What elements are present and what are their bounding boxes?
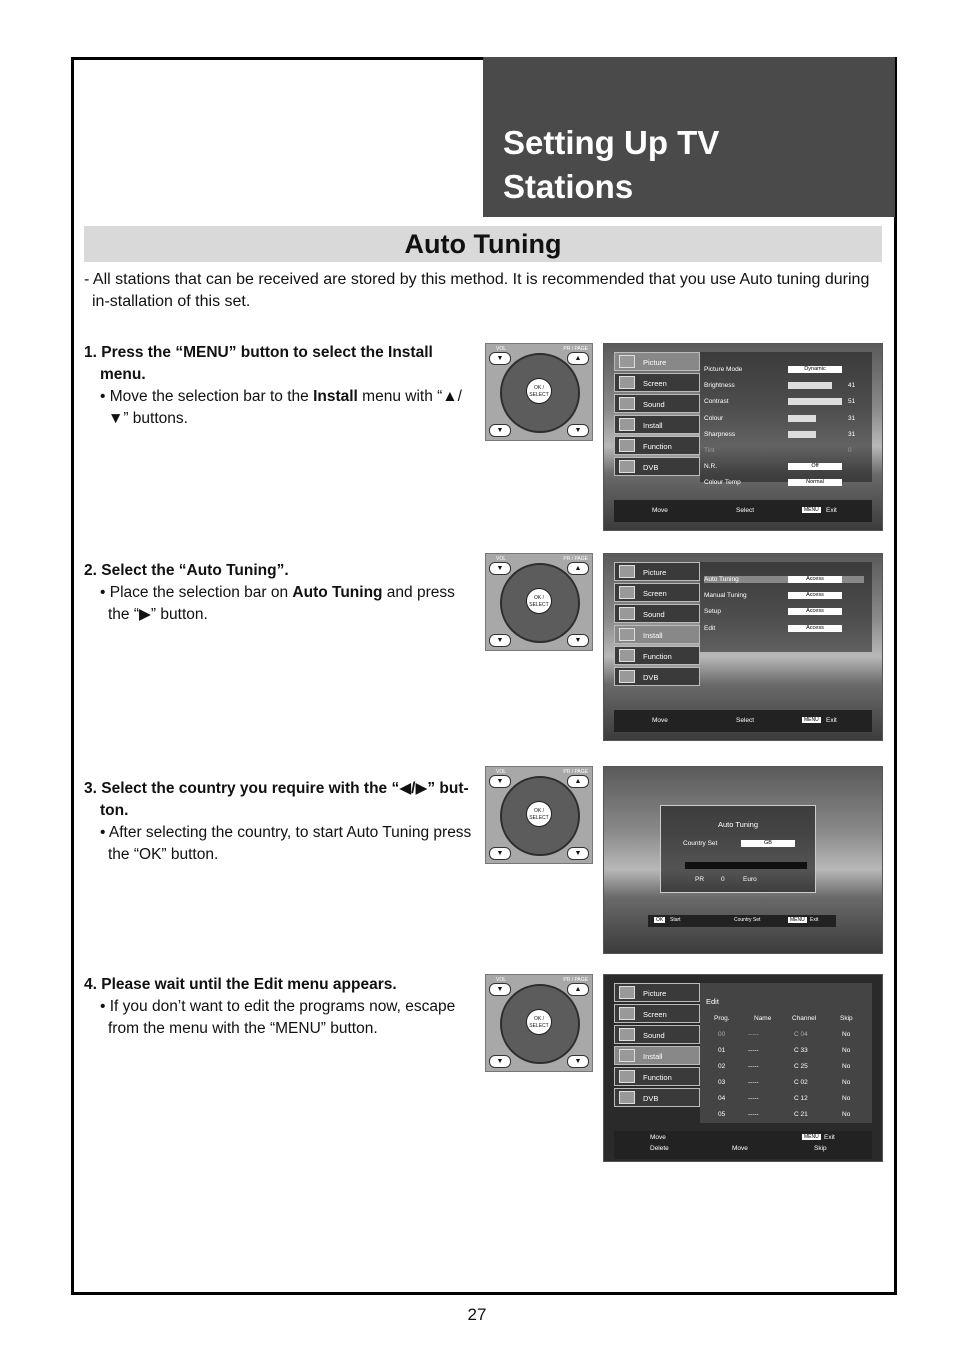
up-arrow-icon: ▲ <box>567 352 589 365</box>
remote-illustration: VOL PR / PAGE OK / SELECT ▼ ▼ ▼ ▲ <box>485 974 593 1072</box>
page-number: 27 <box>467 1305 487 1324</box>
menu-item-function: Function <box>614 1067 700 1086</box>
ok-select-button: OK / SELECT <box>526 1009 552 1035</box>
down-arrow-icon: ▼ <box>489 847 511 860</box>
tv-screen-install-menu <box>603 553 883 741</box>
ok-select-button: OK / SELECT <box>526 588 552 614</box>
screen-icon <box>619 1007 635 1020</box>
tv-footer: Move Select MENU Exit <box>614 710 872 732</box>
step-4 <box>84 974 480 1040</box>
tv-menu <box>614 562 700 688</box>
picture-icon <box>619 986 635 999</box>
sound-icon <box>619 1028 635 1041</box>
sound-icon <box>619 397 635 410</box>
menu-item-sound: Sound <box>614 394 700 413</box>
step-3 <box>84 778 480 866</box>
step-4-body: • If you don’t want to edit the programs now, escape from the menu with the “MENU” button. <box>100 998 456 1037</box>
tv-menu <box>614 983 700 1109</box>
menu-item-screen: Screen <box>614 373 700 392</box>
menu-item-screen: Screen <box>614 1004 700 1023</box>
menu-item-screen: Screen <box>614 583 700 602</box>
menu-item-sound: Sound <box>614 604 700 623</box>
section-bar <box>84 226 882 262</box>
remote-illustration: VOL PR / PAGE OK / SELECT ▼ ▼ ▼ ▲ <box>485 553 593 651</box>
tv-screen-edit <box>603 974 883 1162</box>
down-arrow-icon: ▼ <box>567 634 589 647</box>
edit-panel: Edit Prog. Name Channel Skip 00 ----- C 04 No 01 ----- C 33 No 02 ----- C 25 No 03 ----- C 02 No 04 ----- C 12 No 05 ----- C 21 No <box>700 983 872 1123</box>
down-arrow-icon: ▼ <box>489 424 511 437</box>
tv-footer: Move Delete Move MENU Exit Skip <box>614 1131 872 1159</box>
step-3-heading: 3. Select the country you require with the “◀/▶” but-ton. <box>84 780 469 819</box>
down-arrow-icon: ▼ <box>567 424 589 437</box>
down-arrow-icon: ▼ <box>489 775 511 788</box>
menu-item-dvb: DVB <box>614 1088 700 1107</box>
tv-screen-picture-menu <box>603 343 883 531</box>
step-1-heading: 1. Press the “MENU” button to select the Install menu. <box>84 344 433 383</box>
up-arrow-icon: ▲ <box>567 562 589 575</box>
down-arrow-icon: ▼ <box>489 634 511 647</box>
progress-bar <box>685 862 807 869</box>
down-arrow-icon: ▼ <box>567 1055 589 1068</box>
picture-icon <box>619 355 635 368</box>
up-arrow-icon: ▲ <box>567 775 589 788</box>
menu-item-picture: Picture <box>614 352 700 371</box>
step-2-heading: 2. Select the “Auto Tuning”. <box>84 562 289 579</box>
tv-footer: Move Select MENU Exit <box>614 500 872 522</box>
tv-footer: OK Start Country Set MENU Exit <box>648 915 836 927</box>
down-arrow-icon: ▼ <box>567 847 589 860</box>
picture-icon <box>619 565 635 578</box>
title-box <box>483 57 895 217</box>
function-icon <box>619 1070 635 1083</box>
down-arrow-icon: ▼ <box>489 983 511 996</box>
auto-tuning-dialog: Auto Tuning Country Set GB PR 0 Euro <box>660 805 816 893</box>
screen-icon <box>619 586 635 599</box>
function-icon <box>619 439 635 452</box>
install-icon <box>619 628 635 641</box>
screen-icon <box>619 376 635 389</box>
step-2 <box>84 560 480 626</box>
down-arrow-icon: ▼ <box>489 352 511 365</box>
function-icon <box>619 649 635 662</box>
dvb-icon <box>619 670 635 683</box>
dvb-icon <box>619 1091 635 1104</box>
remote-illustration: VOL PR / PAGE OK / SELECT ▼ ▼ ▼ ▲ <box>485 343 593 441</box>
step-1 <box>84 342 480 430</box>
menu-item-dvb: DVB <box>614 667 700 686</box>
menu-item-picture: Picture <box>614 983 700 1002</box>
down-arrow-icon: ▼ <box>489 1055 511 1068</box>
menu-item-install: Install <box>614 625 700 644</box>
step-1-body: • Move the selection bar to the Install menu with “▲/▼” buttons. <box>100 388 462 427</box>
up-arrow-icon: ▲ <box>567 983 589 996</box>
section-title: Auto Tuning <box>404 229 562 259</box>
step-4-heading: 4. Please wait until the Edit menu appears. <box>84 976 397 993</box>
install-settings-panel: Auto Tuning Access Manual Tuning Access Setup Access Edit Access <box>700 562 872 652</box>
dvb-icon <box>619 460 635 473</box>
step-3-body: • After selecting the country, to start Auto Tuning press the “OK” button. <box>100 824 472 863</box>
step-2-body: • Place the selection bar on Auto Tuning and press the “▶” button. <box>100 584 455 623</box>
menu-item-picture: Picture <box>614 562 700 581</box>
menu-item-install: Install <box>614 415 700 434</box>
sound-icon <box>619 607 635 620</box>
ok-select-button: OK / SELECT <box>526 378 552 404</box>
menu-item-function: Function <box>614 646 700 665</box>
down-arrow-icon: ▼ <box>489 562 511 575</box>
menu-item-function: Function <box>614 436 700 455</box>
intro-text: - All stations that can be received are stored by this method. It is recommended that you use Auto tuning during in-stallation of this set. <box>84 271 870 310</box>
remote-illustration: VOL PR / PAGE OK / SELECT ▼ ▼ ▼ ▲ <box>485 766 593 864</box>
menu-item-sound: Sound <box>614 1025 700 1044</box>
page-title: Setting Up TV Stations <box>503 124 720 205</box>
tv-menu <box>614 352 700 478</box>
picture-settings-panel: Picture Mode Dynamic Brightness 41 Contrast 51 Colour 31 Sharpness 31 Tint 0 N.R. Off Colour Temp Normal <box>700 352 872 482</box>
ok-select-button: OK / SELECT <box>526 801 552 827</box>
install-icon <box>619 418 635 431</box>
tv-screen-auto-tuning <box>603 766 883 954</box>
menu-item-dvb: DVB <box>614 457 700 476</box>
menu-item-install: Install <box>614 1046 700 1065</box>
install-icon <box>619 1049 635 1062</box>
